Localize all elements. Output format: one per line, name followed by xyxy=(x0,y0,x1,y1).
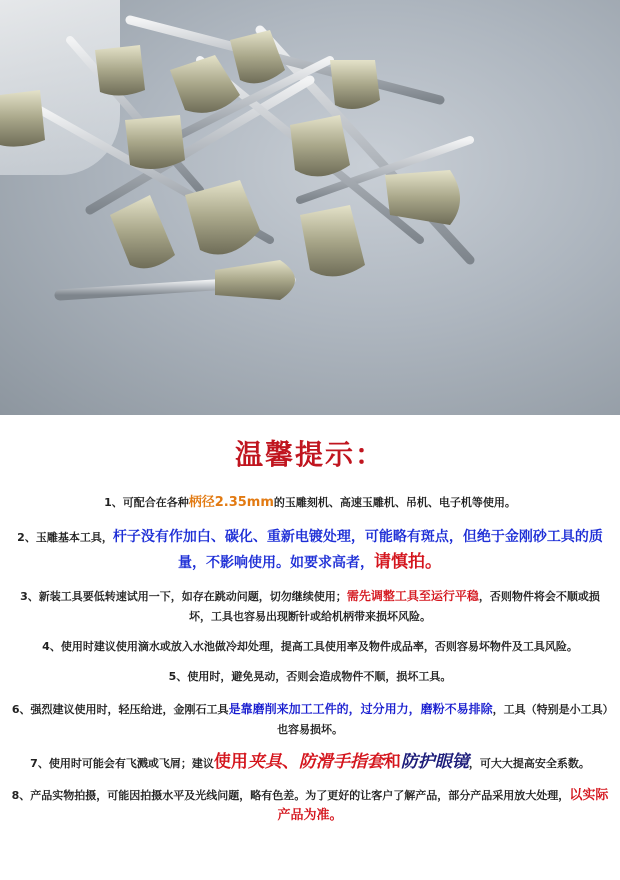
notice-title: 温馨提示： xyxy=(234,438,385,471)
product-photo xyxy=(0,0,620,415)
notice-section xyxy=(0,415,620,880)
notice-item-4: 4、使用时建议使用滴水或放入水池做冷却处理，提高工具使用率及物件成品率，否则容易坏物件及工具风险。 xyxy=(42,640,578,653)
notice-item-2: 2、玉雕基本工具，杆子没有作加白、碳化、重新电镀处理，可能略有斑点，但绝于金刚砂工具的质量，不影响使用。如要求高者，请慎拍。 xyxy=(17,529,603,572)
notice-item-6: 6、强烈建议使用时，轻压给进，金刚石工具是靠磨削来加工工件的，过分用力，磨粉不易排除，工具（特别是小工具）也容易损坏。 xyxy=(11,702,609,736)
notice-item-1: 1、可配合在各种柄径2.35mm的玉雕刻机、高速玉雕机、吊机、电子机等使用。 xyxy=(104,495,516,510)
notice-item-8: 8、产品实物拍摄，可能因拍摄水平及光线问题，略有色差。为了更好的让客户了解产品，部分产品采用放大处理，以实际产品为准。 xyxy=(11,788,609,823)
notice-item-5: 5、使用时，避免晃动，否则会造成物件不顺，损坏工具。 xyxy=(168,670,452,683)
notice-item-7: 7、使用时可能会有飞溅或飞屑；建议使用夹具、防滑手指套和防护眼镜，可大大提高安全系数。 xyxy=(30,752,590,772)
bits-illustration xyxy=(0,0,620,415)
notice-item-3: 3、新装工具要低转速试用一下，如存在跳动问题，切勿继续使用；需先调整工具至运行平稳，否则物件将会不顺或损坏，工具也容易出现断针或给机柄带来损坏风险。 xyxy=(20,589,600,623)
